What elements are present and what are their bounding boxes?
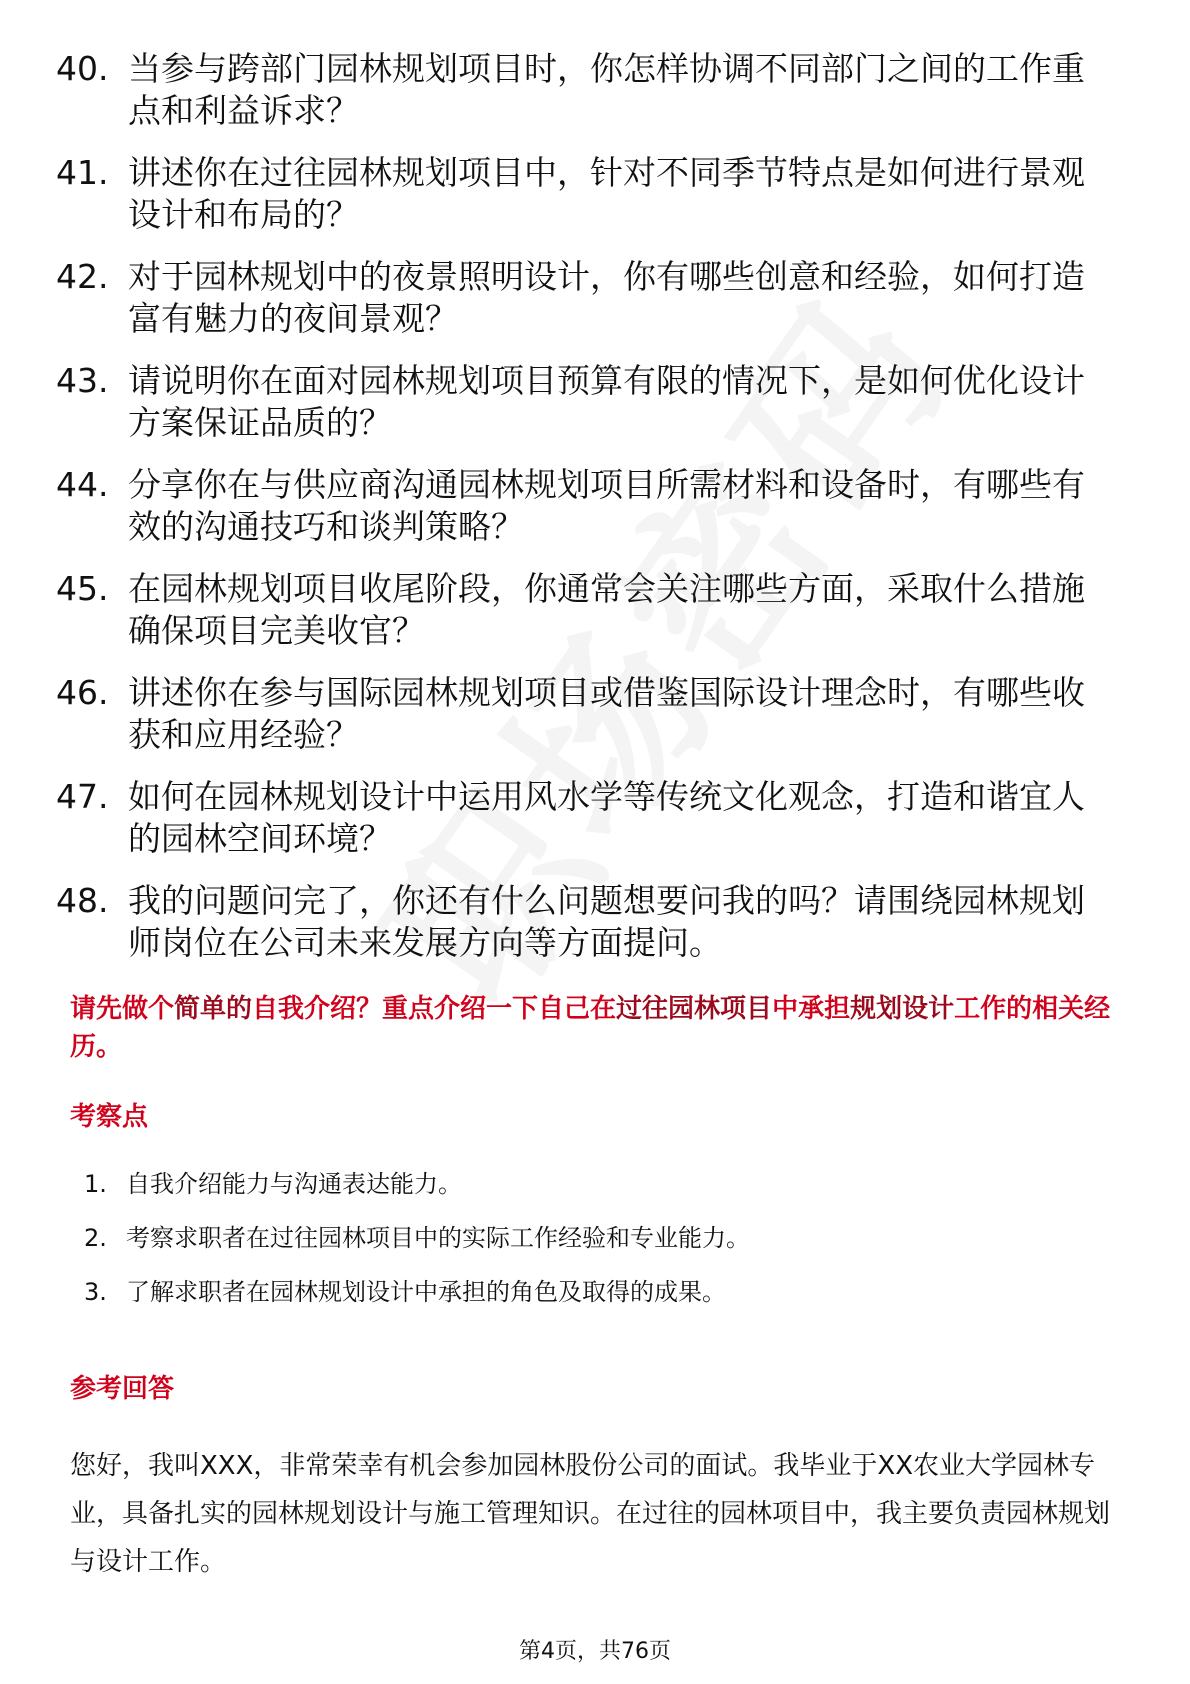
examination-heading: 考察点 <box>70 1102 149 1132</box>
point-text: 考察求职者在过往园林项目中的实际工作经验和专业能力。 <box>126 1224 750 1252</box>
point-text: 自我介绍能力与沟通表达能力。 <box>126 1170 462 1198</box>
highlight-question <box>70 990 1120 1066</box>
question-segment-emphasis: 过往园林项目 <box>616 994 773 1024</box>
question-segment-emphasis: 规划设计 <box>850 994 955 1024</box>
question-text: 我的问题问完了，你还有什么问题想要问我的吗？请围绕园林规划师岗位在公司未来发展方向等方面提问。 <box>128 881 1085 962</box>
list-item <box>56 568 1116 652</box>
question-segment: 自我介绍？重点介绍一下自己在 <box>252 994 617 1024</box>
question-number: 43. <box>56 361 109 400</box>
question-number: 48. <box>56 881 109 920</box>
reference-answer: 您好，我叫XXX，非常荣幸有机会参加园林股份公司的面试。我毕业于XX农业大学园林专业，具备扎实的园林规划设计与施工管理知识。在过往的园林项目中，我主要负责园林规划与设计工作。 <box>70 1451 1111 1577</box>
list-item <box>56 464 1116 548</box>
point-text: 了解求职者在园林规划设计中承担的角色及取得的成果。 <box>126 1278 726 1306</box>
question-segment: 中承担 <box>772 994 851 1024</box>
list-item <box>56 48 1116 132</box>
list-item <box>56 360 1116 444</box>
point-number: 3. <box>84 1278 107 1306</box>
list-item <box>56 256 1116 340</box>
list-item <box>56 776 1116 860</box>
question-segment: 工作的相关经历。 <box>70 994 1111 1062</box>
question-segment: 请先做个 <box>70 994 175 1024</box>
question-text: 当参与跨部门园林规划项目时，你怎样协调不同部门之间的工作重点和利益诉求？ <box>128 49 1085 130</box>
point-number: 1. <box>84 1170 107 1198</box>
page-footer: 第4页，共76页 <box>519 1639 671 1664</box>
list-item <box>56 672 1116 756</box>
reference-heading: 参考回答 <box>70 1374 175 1404</box>
question-number: 47. <box>56 777 109 816</box>
question-number: 44. <box>56 465 109 504</box>
examination-points <box>84 1166 1084 1328</box>
list-item <box>56 152 1116 236</box>
question-text: 在园林规划项目收尾阶段，你通常会关注哪些方面，采取什么措施确保项目完美收官？ <box>128 569 1085 650</box>
question-number: 46. <box>56 673 109 712</box>
question-text: 对于园林规划中的夜景照明设计，你有哪些创意和经验，如何打造富有魅力的夜间景观？ <box>128 257 1085 338</box>
question-text: 请说明你在面对园林规划项目预算有限的情况下，是如何优化设计方案保证品质的？ <box>128 361 1085 442</box>
question-number: 41. <box>56 153 109 192</box>
question-list <box>56 48 1116 984</box>
list-item <box>84 1220 1084 1256</box>
question-number: 40. <box>56 49 109 88</box>
list-item <box>84 1166 1084 1202</box>
question-text: 讲述你在参与国际园林规划项目或借鉴国际设计理念时，有哪些收获和应用经验？ <box>128 673 1085 754</box>
question-number: 42. <box>56 257 109 296</box>
question-text: 讲述你在过往园林规划项目中，针对不同季节特点是如何进行景观设计和布局的？ <box>128 153 1085 234</box>
question-text: 如何在园林规划设计中运用风水学等传统文化观念，打造和谐宜人的园林空间环境？ <box>128 777 1085 858</box>
question-text: 分享你在与供应商沟通园林规划项目所需材料和设备时，有哪些有效的沟通技巧和谈判策略？ <box>128 465 1085 546</box>
question-segment-emphasis: 简单的 <box>174 994 253 1024</box>
point-number: 2. <box>84 1224 107 1252</box>
list-item <box>84 1274 1084 1310</box>
list-item <box>56 880 1116 964</box>
question-number: 45. <box>56 569 109 608</box>
